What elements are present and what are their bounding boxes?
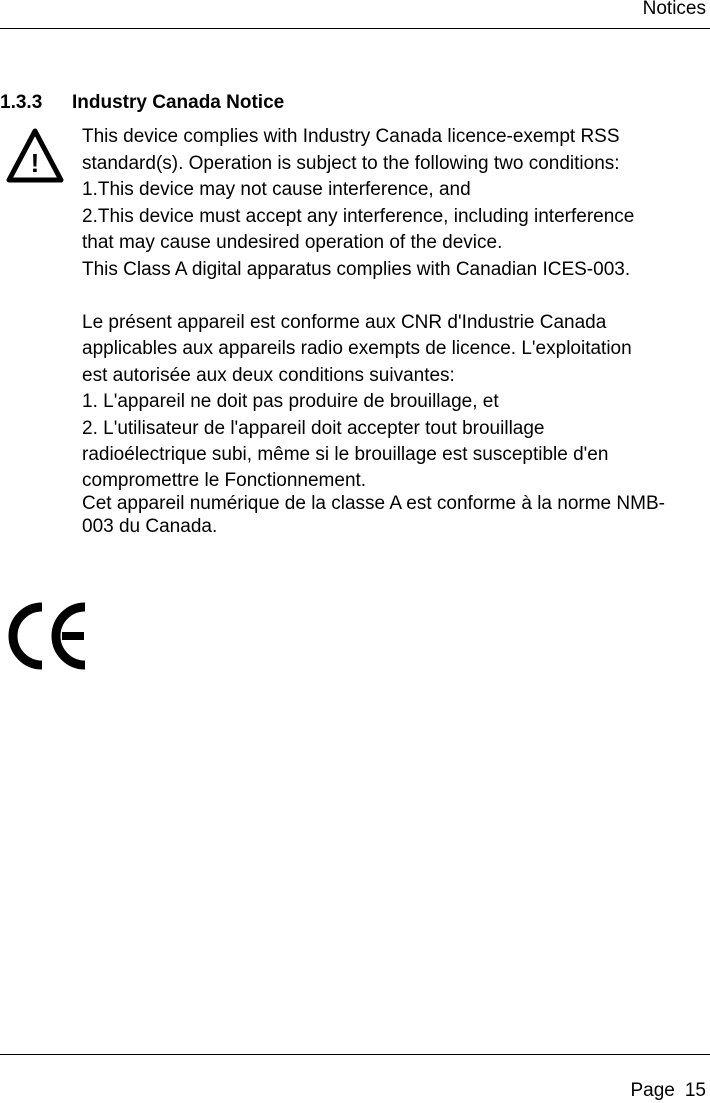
french-line: est autorisée aux deux conditions suivantes:	[82, 364, 455, 386]
section-number: 1.3.3	[0, 92, 43, 113]
french-line: Le présent appareil est conforme aux CNR d'Industrie Canada	[82, 311, 607, 333]
french-line: 2. L'utilisateur de l'appareil doit accepter tout brouillage	[82, 417, 545, 439]
page-footer	[630, 1080, 706, 1102]
french-line: Cet appareil numérique de la classe A est conforme à la norme NMB-	[82, 492, 665, 514]
english-line: standard(s). Operation is subject to the following two conditions:	[82, 152, 620, 174]
english-line: 2.This device must accept any interference, including interference	[82, 205, 635, 227]
english-line: This Class A digital apparatus complies with Canadian ICES-003.	[82, 258, 631, 280]
warning-triangle-icon	[6, 128, 64, 184]
footer-divider	[0, 1054, 710, 1055]
notice-body	[82, 124, 710, 538]
french-line: applicables aux appareils radio exempts de licence. L'exploitation	[82, 338, 632, 359]
section-title: Industry Canada Notice	[72, 92, 285, 113]
ce-mark-icon	[6, 600, 90, 672]
french-line: compromettre le Fonctionnement.	[82, 469, 367, 491]
paragraph-spacer	[82, 283, 710, 310]
french-line: radioélectrique subi, même si le brouillage est susceptible d'en	[82, 444, 609, 465]
french-line: 003 du Canada.	[82, 515, 218, 537]
svg-text:!: !	[30, 148, 40, 178]
english-line: 1.This device may not cause interference, and	[82, 179, 471, 200]
french-line: 1. L'appareil ne doit pas produire de brouillage, et	[82, 391, 499, 412]
page-header-title: Notices	[642, 0, 706, 19]
header-divider	[0, 28, 710, 29]
page-label: Page	[630, 1080, 675, 1101]
english-line: that may cause undesired operation of the device.	[82, 232, 503, 253]
english-line: This device complies with Industry Canada licence-exempt RSS	[82, 126, 620, 147]
page-number: 15	[684, 1080, 706, 1101]
section-heading	[0, 92, 284, 114]
